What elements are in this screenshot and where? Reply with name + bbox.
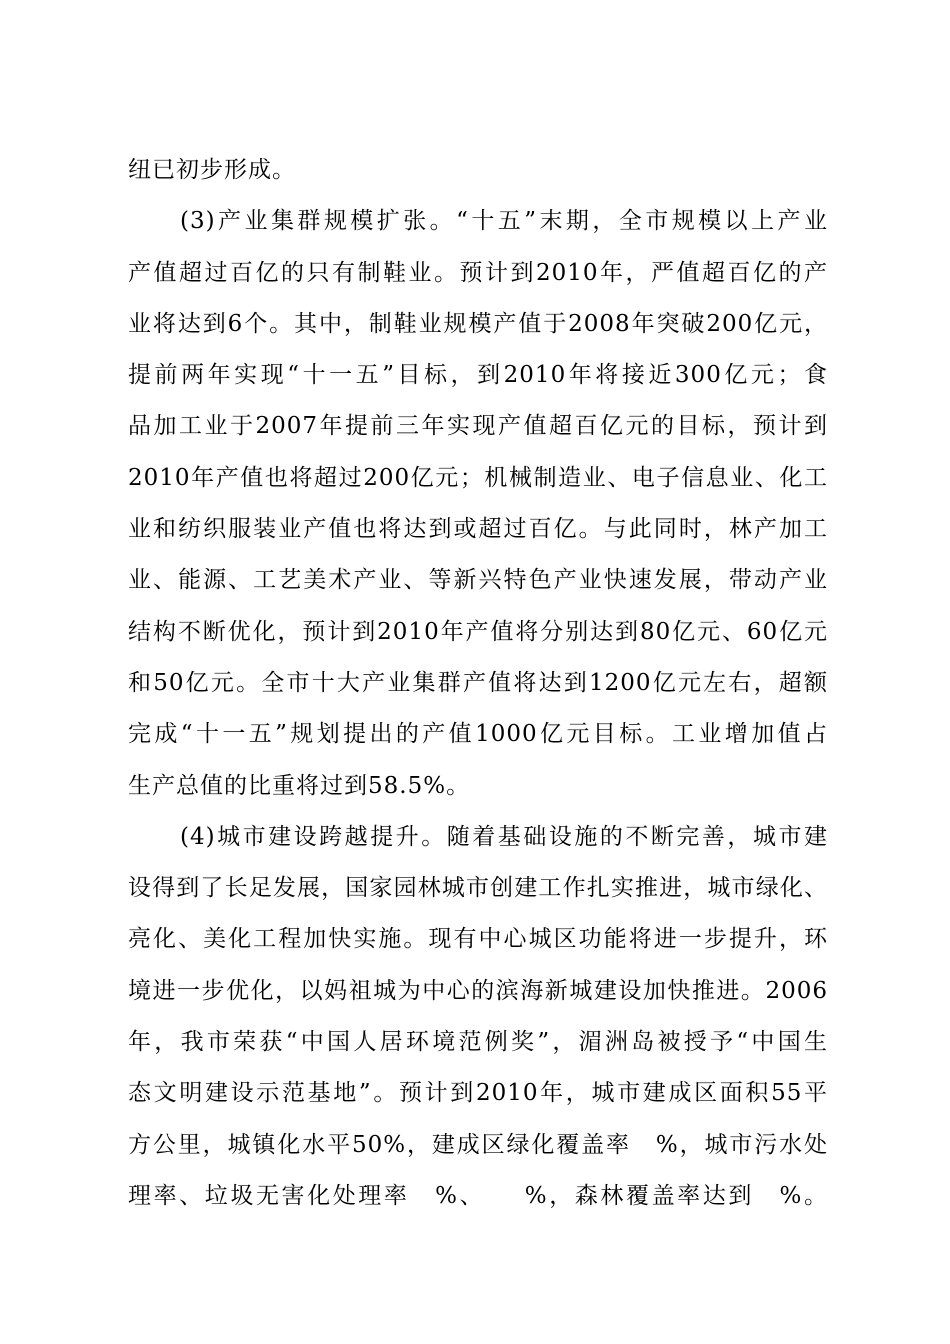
paragraph-first-line: (3)产业集群规模扩张。“十五”末期，全市规模以上产业 [180, 208, 828, 235]
paragraph-first-line: (4)城市建设跨越提升。随着基础设施的不断完善，城市建 [180, 823, 828, 850]
text-line: 业、能源、工艺美术产业、等新兴特色产业快速发展，带动产业 [128, 567, 828, 594]
text-line: 纽已初步形成。 [128, 157, 296, 183]
text-line: 设得到了长足发展，国家园林城市创建工作扎实推进，城市绿化、 [128, 875, 828, 902]
text-line: 生产总值的比重将过到58.5%。 [128, 772, 471, 799]
text-line: 业将达到6个。其中，制鞋业规模产值于2008年突破200亿元， [128, 310, 828, 337]
text-line: 方公里，城镇化水平50%，建成区绿化覆盖率 %，城市污水处 [128, 1131, 828, 1158]
text-line: 品加工业于2007年提前三年实现产值超百亿元的目标，预计到 [128, 413, 828, 440]
text-line: 结构不断优化，预计到2010年产值将分别达到80亿元、60亿元 [128, 618, 828, 645]
text-line: 业和纺织服装业产值也将达到或超过百亿。与此同时，林产加工 [128, 516, 828, 543]
text-line: 亮化、美化工程加快实施。现有中心城区功能将进一步提升，环 [128, 926, 828, 953]
text-line: 产值超过百亿的只有制鞋业。预计到2010年，严值超百亿的产 [128, 259, 828, 286]
text-line: 年，我市荣获“中国人居环境范例奖”，湄洲岛被授予“中国生 [128, 1029, 828, 1056]
document-body [128, 145, 828, 1222]
text-line: 2010年产值也将超过200亿元；机械制造业、电子信息业、化工 [128, 464, 828, 491]
text-line: 态文明建设示范基地”。预计到2010年，城市建成区面积55平 [128, 1080, 828, 1107]
text-line: 理率、垃圾无害化处理率 %、 %，森林覆盖率达到 %。 [128, 1182, 828, 1209]
text-line: 境进一步优化，以妈祖城为中心的滨海新城建设加快推进。2006 [128, 977, 828, 1004]
text-line: 和50亿元。全市十大产业集群产值将达到1200亿元左右，超额 [128, 669, 828, 696]
text-line: 完成“十一五”规划提出的产值1000亿元目标。工业增加值占 [128, 721, 828, 748]
text-line: 提前两年实现“十一五”目标，到2010年将接近300亿元；食 [128, 362, 828, 389]
